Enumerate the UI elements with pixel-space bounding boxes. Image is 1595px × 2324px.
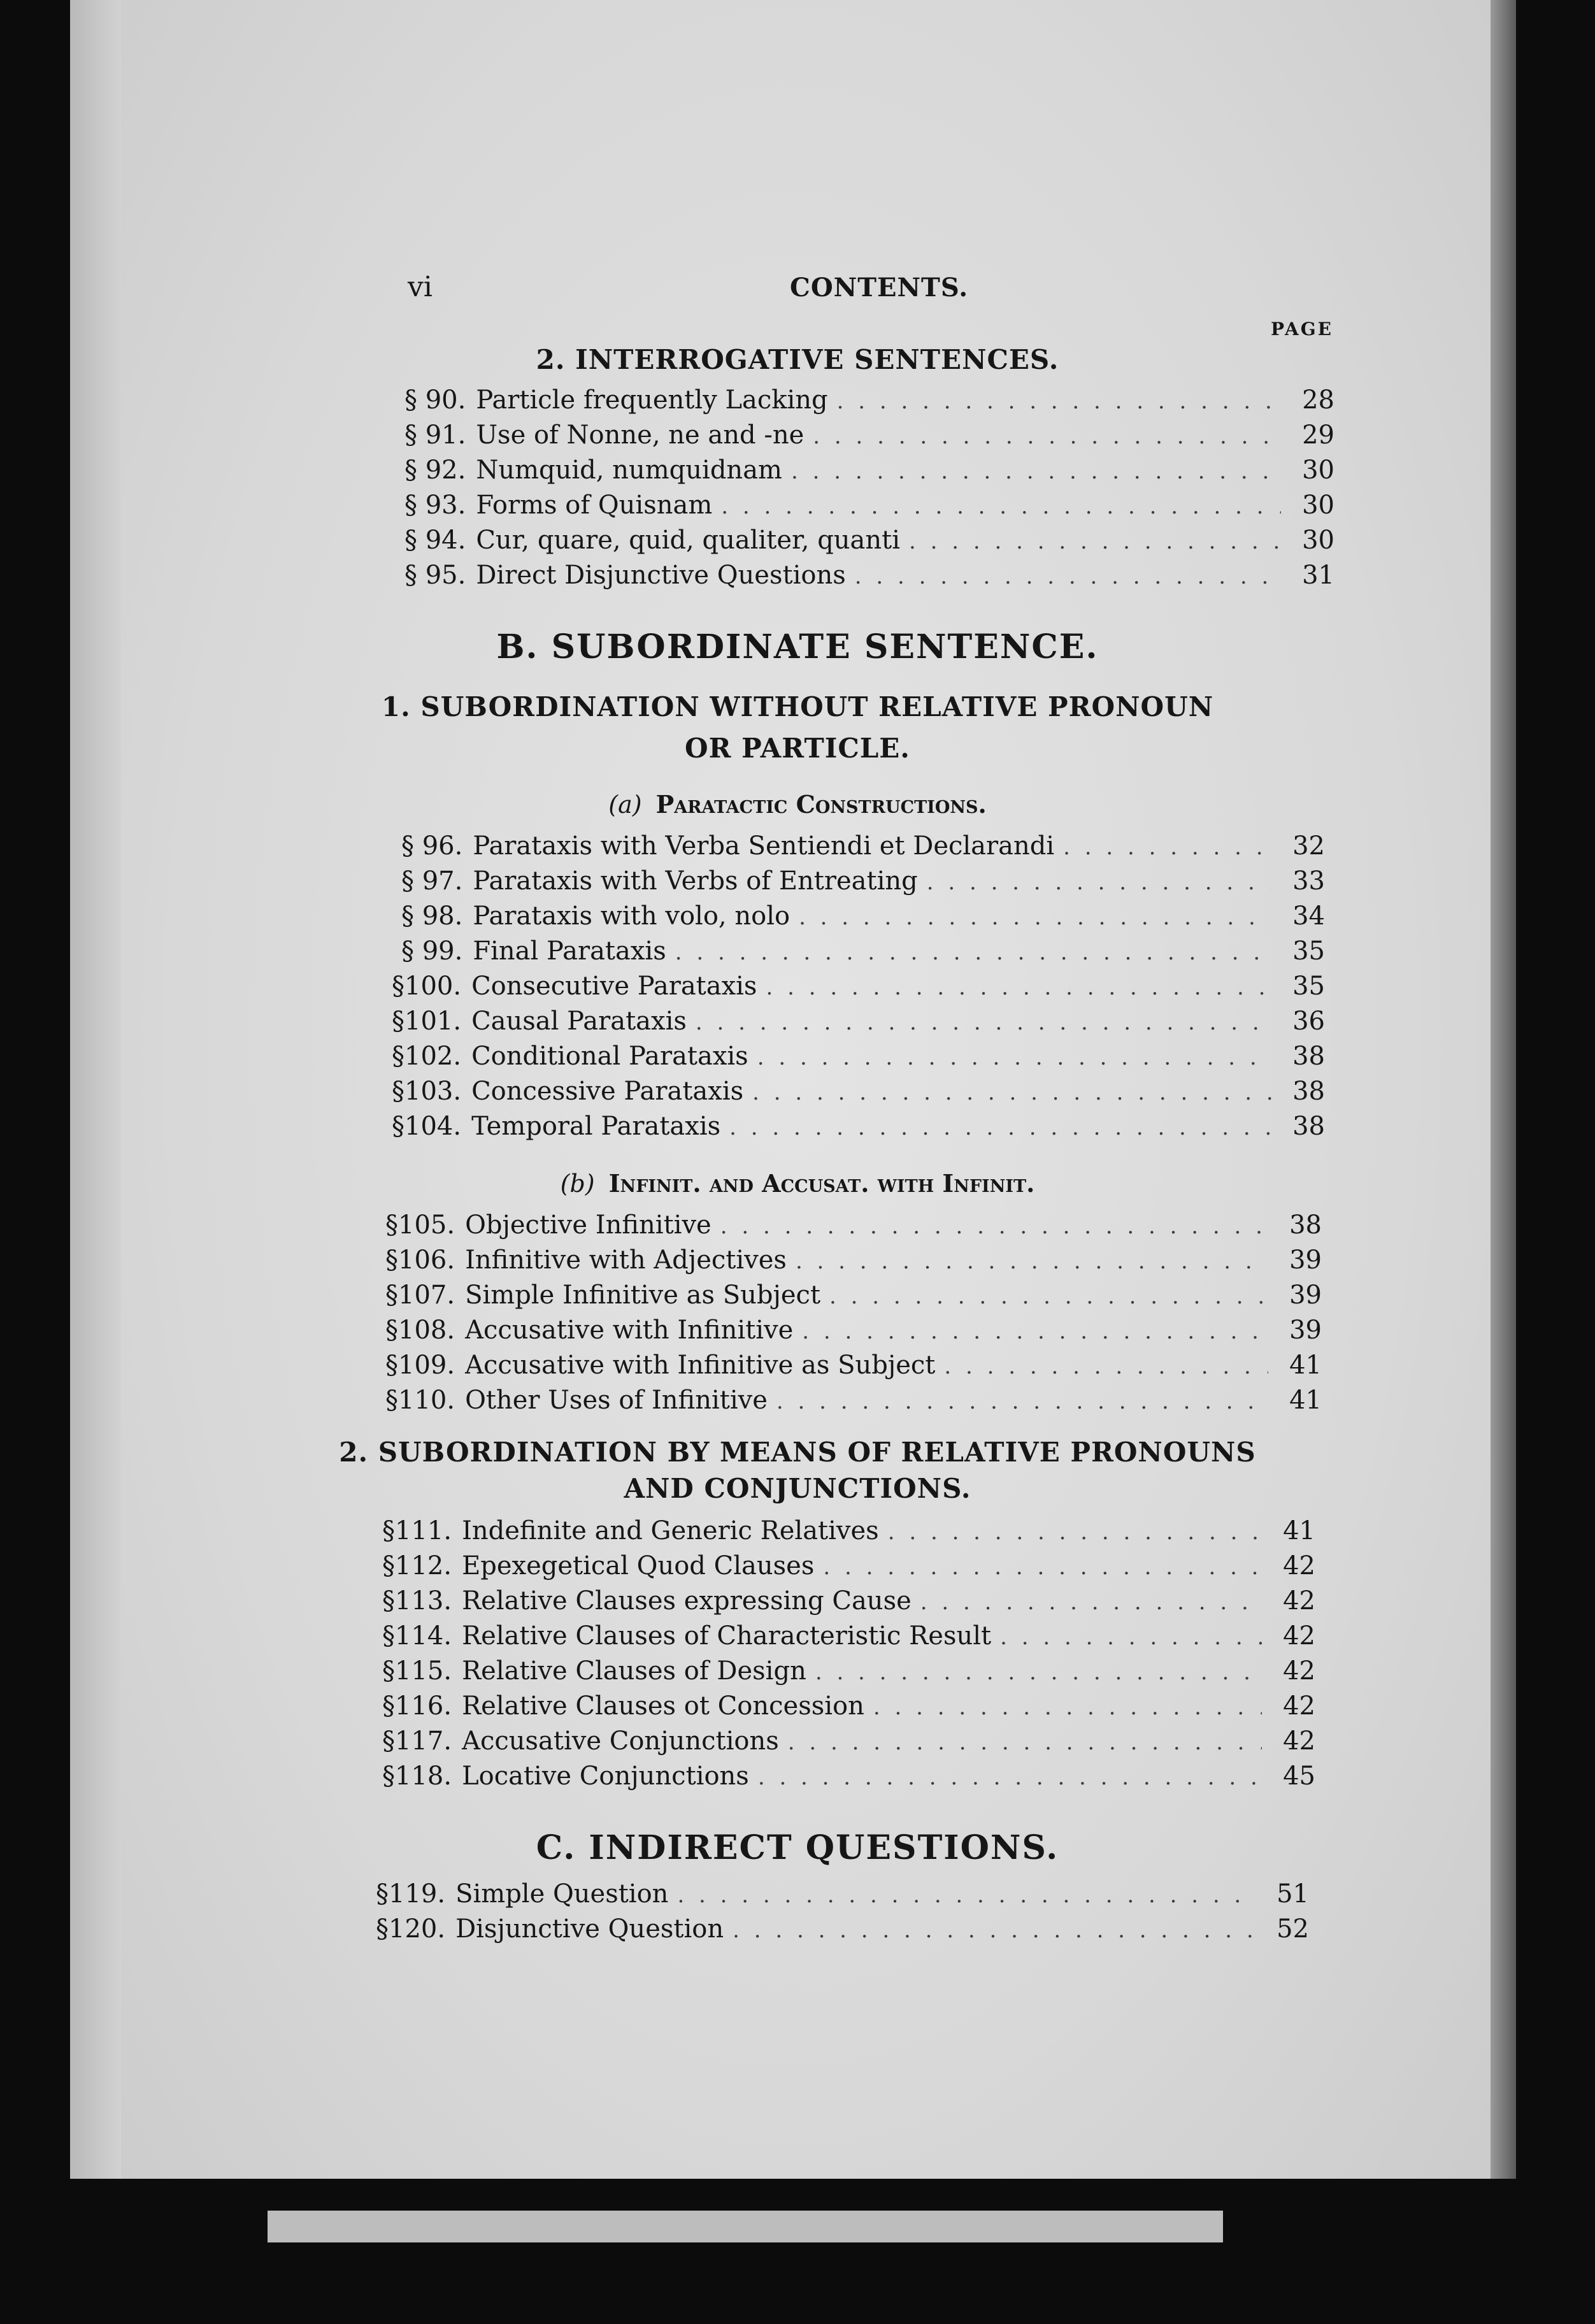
group-heading-infinitive: [0, 1169, 1595, 1198]
toc-entry: [392, 1042, 1325, 1071]
entry-title: Conditional Parataxis: [471, 1042, 748, 1071]
section-number: §100.: [392, 972, 462, 1001]
entry-title: Relative Clauses ot Concession: [462, 1691, 864, 1721]
entry-title: Forms of Quisnam: [476, 491, 713, 520]
section-number: §106.: [385, 1245, 455, 1275]
dot-leader: [696, 1010, 1271, 1035]
entry-title: Indefinite and Generic Relatives: [462, 1516, 879, 1546]
section-number: § 94.: [404, 526, 466, 555]
toc-entry: [404, 455, 1334, 485]
toc-entry: [382, 1551, 1315, 1581]
toc-entry: [404, 526, 1334, 555]
dot-leader: [796, 1249, 1268, 1274]
running-title: CONTENTS.: [790, 273, 969, 303]
entry-title: Accusative with Infinitive as Subject: [465, 1351, 936, 1380]
entry-title: Relative Clauses of Characteristic Result: [462, 1621, 992, 1651]
dot-leader: [752, 1080, 1271, 1105]
entry-title: Use of Nonne, ne and -ne: [476, 420, 805, 450]
dot-leader: [758, 1765, 1262, 1790]
dot-leader: [837, 389, 1281, 414]
dot-leader: [788, 1730, 1262, 1755]
dot-leader: [721, 494, 1281, 519]
section-number: § 93.: [404, 491, 466, 520]
page-ref: 52: [1277, 1914, 1309, 1944]
section-number: § 99.: [401, 936, 463, 966]
group-heading-paratactic: [0, 790, 1595, 819]
entry-title: Objective Infinitive: [465, 1210, 712, 1240]
toc-entry: [385, 1280, 1322, 1310]
page-ref: 39: [1289, 1316, 1322, 1345]
toc-entry: [385, 1386, 1322, 1415]
dot-leader: [802, 1319, 1268, 1344]
entry-title: Relative Clauses expressing Cause: [462, 1586, 912, 1616]
dot-leader: [766, 975, 1271, 1000]
section-number: §104.: [392, 1112, 462, 1141]
section-number: §115.: [382, 1656, 452, 1686]
section-number: § 90.: [404, 385, 466, 415]
page-ref: 29: [1302, 420, 1334, 450]
entry-title: Consecutive Parataxis: [471, 972, 757, 1001]
entry-title: Parataxis with Verbs of Entreating: [473, 866, 918, 896]
dot-leader: [799, 905, 1271, 930]
section-number: §117.: [382, 1726, 452, 1756]
group-title: Infinit. and Accusat. with Infinit.: [608, 1169, 1035, 1198]
entry-title: Final Parataxis: [473, 936, 666, 966]
section-number: §111.: [382, 1516, 452, 1546]
toc-entry: [404, 385, 1334, 415]
section-number: §113.: [382, 1586, 452, 1616]
section-number: §120.: [376, 1914, 446, 1944]
toc-entry: [392, 1112, 1325, 1141]
toc-entry: [392, 972, 1325, 1001]
toc-entry: [376, 1914, 1309, 1944]
page-ref: 45: [1283, 1761, 1315, 1791]
dot-leader: [729, 1115, 1271, 1140]
dot-leader: [888, 1519, 1262, 1545]
section-number: §108.: [385, 1316, 455, 1345]
section-number: §114.: [382, 1621, 452, 1651]
toc-entry: [382, 1586, 1315, 1616]
section-number: §110.: [385, 1386, 455, 1415]
toc-entry: [376, 1879, 1309, 1909]
page-ref: 32: [1292, 831, 1325, 861]
page-number: vi: [408, 271, 433, 303]
section-number: § 96.: [401, 831, 463, 861]
entry-title: Simple Question: [455, 1879, 669, 1909]
entry-title: Temporal Parataxis: [471, 1112, 721, 1141]
dot-leader: [909, 529, 1281, 554]
entry-title: Relative Clauses of Design: [462, 1656, 806, 1686]
page-ref: 31: [1302, 561, 1334, 590]
page-ref: 30: [1302, 455, 1334, 485]
page-ref: 38: [1292, 1042, 1325, 1071]
section-number: § 97.: [401, 866, 463, 896]
toc-entry: [382, 1516, 1315, 1546]
page-ref: 38: [1292, 1077, 1325, 1106]
section-number: § 98.: [401, 901, 463, 931]
page-ref: 42: [1283, 1656, 1315, 1686]
page-ref: 36: [1292, 1007, 1325, 1036]
toc-entry: [404, 420, 1334, 450]
section-number: §109.: [385, 1351, 455, 1380]
subsection-heading-line2: AND CONJUNCTIONS.: [624, 1473, 971, 1504]
entry-title: Simple Infinitive as Subject: [465, 1280, 821, 1310]
section-number: §102.: [392, 1042, 462, 1071]
entry-title: Accusative with Infinitive: [465, 1316, 794, 1345]
dot-leader: [823, 1554, 1262, 1580]
page-ref: 34: [1292, 901, 1325, 931]
page-ref: 30: [1302, 526, 1334, 555]
dot-leader: [677, 1883, 1255, 1908]
page-ref: 41: [1283, 1516, 1315, 1546]
dot-leader: [791, 459, 1281, 484]
section-number: §112.: [382, 1551, 452, 1581]
page-ref: 42: [1283, 1621, 1315, 1651]
section-number: § 92.: [404, 455, 466, 485]
section-heading-interrogative: 2. INTERROGATIVE SENTENCES.: [536, 344, 1059, 375]
page-ref: 42: [1283, 1691, 1315, 1721]
entry-title: Concessive Parataxis: [471, 1077, 744, 1106]
toc-entry: [401, 866, 1325, 896]
entry-title: Disjunctive Question: [455, 1914, 724, 1944]
page-ref: 51: [1277, 1879, 1309, 1909]
entry-title: Infinitive with Adjectives: [465, 1245, 787, 1275]
subsection-heading-line2: OR PARTICLE.: [685, 733, 910, 764]
subsection-heading-line1: 1. SUBORDINATION WITHOUT RELATIVE PRONOUN: [381, 691, 1214, 722]
page-ref: 35: [1292, 936, 1325, 966]
page-ref: 38: [1292, 1112, 1325, 1141]
dot-leader: [815, 1660, 1262, 1685]
entry-title: Epexegetical Quod Clauses: [462, 1551, 815, 1581]
page-ref: 38: [1289, 1210, 1322, 1240]
subsection-heading-line1: 2. SUBORDINATION BY MEANS OF RELATIVE PRONOUNS: [339, 1437, 1256, 1468]
toc-entry: [392, 1007, 1325, 1036]
section-number: §116.: [382, 1691, 452, 1721]
dot-leader: [675, 940, 1271, 965]
section-number: §119.: [376, 1879, 446, 1909]
dot-leader: [855, 564, 1281, 589]
dot-leader: [776, 1389, 1268, 1414]
entry-title: Other Uses of Infinitive: [465, 1386, 768, 1415]
toc-entry: [404, 491, 1334, 520]
entry-title: Parataxis with Verba Sentiendi et Declarandi: [473, 831, 1055, 861]
part-heading-subordinate: B. SUBORDINATE SENTENCE.: [496, 628, 1099, 666]
section-number: §105.: [385, 1210, 455, 1240]
page-ref: 28: [1302, 385, 1334, 415]
toc-entry: [382, 1761, 1315, 1791]
dot-leader: [733, 1918, 1255, 1943]
section-number: §103.: [392, 1077, 462, 1106]
dot-leader: [1000, 1625, 1262, 1650]
page-ref: 41: [1289, 1351, 1322, 1380]
entry-title: Particle frequently Lacking: [476, 385, 828, 415]
page-ref: 33: [1292, 866, 1325, 896]
dot-leader: [927, 870, 1271, 895]
page-ref: 39: [1289, 1245, 1322, 1275]
entry-title: Direct Disjunctive Questions: [476, 561, 846, 590]
toc-entry: [382, 1691, 1315, 1721]
group-letter: (a): [608, 791, 642, 819]
page-ref: 42: [1283, 1726, 1315, 1756]
entry-title: Numquid, numquidnam: [476, 455, 782, 485]
toc-entry: [401, 831, 1325, 861]
dot-leader: [1063, 835, 1271, 860]
toc-entry: [392, 1077, 1325, 1106]
toc-entry: [382, 1621, 1315, 1651]
toc-entry: [385, 1210, 1322, 1240]
dot-leader: [829, 1284, 1268, 1309]
entry-title: Accusative Conjunctions: [462, 1726, 779, 1756]
toc-entry: [404, 561, 1334, 590]
dot-leader: [720, 1214, 1268, 1239]
toc-entry: [385, 1316, 1322, 1345]
page-ref: 39: [1289, 1280, 1322, 1310]
page-ref: 35: [1292, 972, 1325, 1001]
toc-entry: [382, 1726, 1315, 1756]
page-ref: 30: [1302, 491, 1334, 520]
page-ref: 41: [1289, 1386, 1322, 1415]
toc-entry: [401, 901, 1325, 931]
group-title: Paratactic Constructions.: [655, 790, 987, 819]
entry-title: Parataxis with volo, nolo: [473, 901, 790, 931]
dot-leader: [813, 424, 1281, 449]
page-ref: 42: [1283, 1586, 1315, 1616]
section-number: §107.: [385, 1280, 455, 1310]
page-column-label: PAGE: [1271, 319, 1333, 340]
toc-entry: [401, 936, 1325, 966]
section-number: § 95.: [404, 561, 466, 590]
dot-leader: [757, 1045, 1271, 1070]
entry-title: Causal Parataxis: [471, 1007, 687, 1036]
group-letter: (b): [560, 1170, 595, 1198]
entry-title: Locative Conjunctions: [462, 1761, 749, 1791]
dot-leader: [944, 1354, 1268, 1379]
section-number: §101.: [392, 1007, 462, 1036]
page-ref: 42: [1283, 1551, 1315, 1581]
entry-title: Cur, quare, quid, qualiter, quanti: [476, 526, 901, 555]
section-number: § 91.: [404, 420, 466, 450]
toc-entry: [385, 1351, 1322, 1380]
toc-entry: [385, 1245, 1322, 1275]
part-heading-indirect-questions: C. INDIRECT QUESTIONS.: [536, 1828, 1059, 1867]
section-number: §118.: [382, 1761, 452, 1791]
dot-leader: [873, 1695, 1262, 1720]
dot-leader: [920, 1589, 1262, 1615]
toc-entry: [382, 1656, 1315, 1686]
